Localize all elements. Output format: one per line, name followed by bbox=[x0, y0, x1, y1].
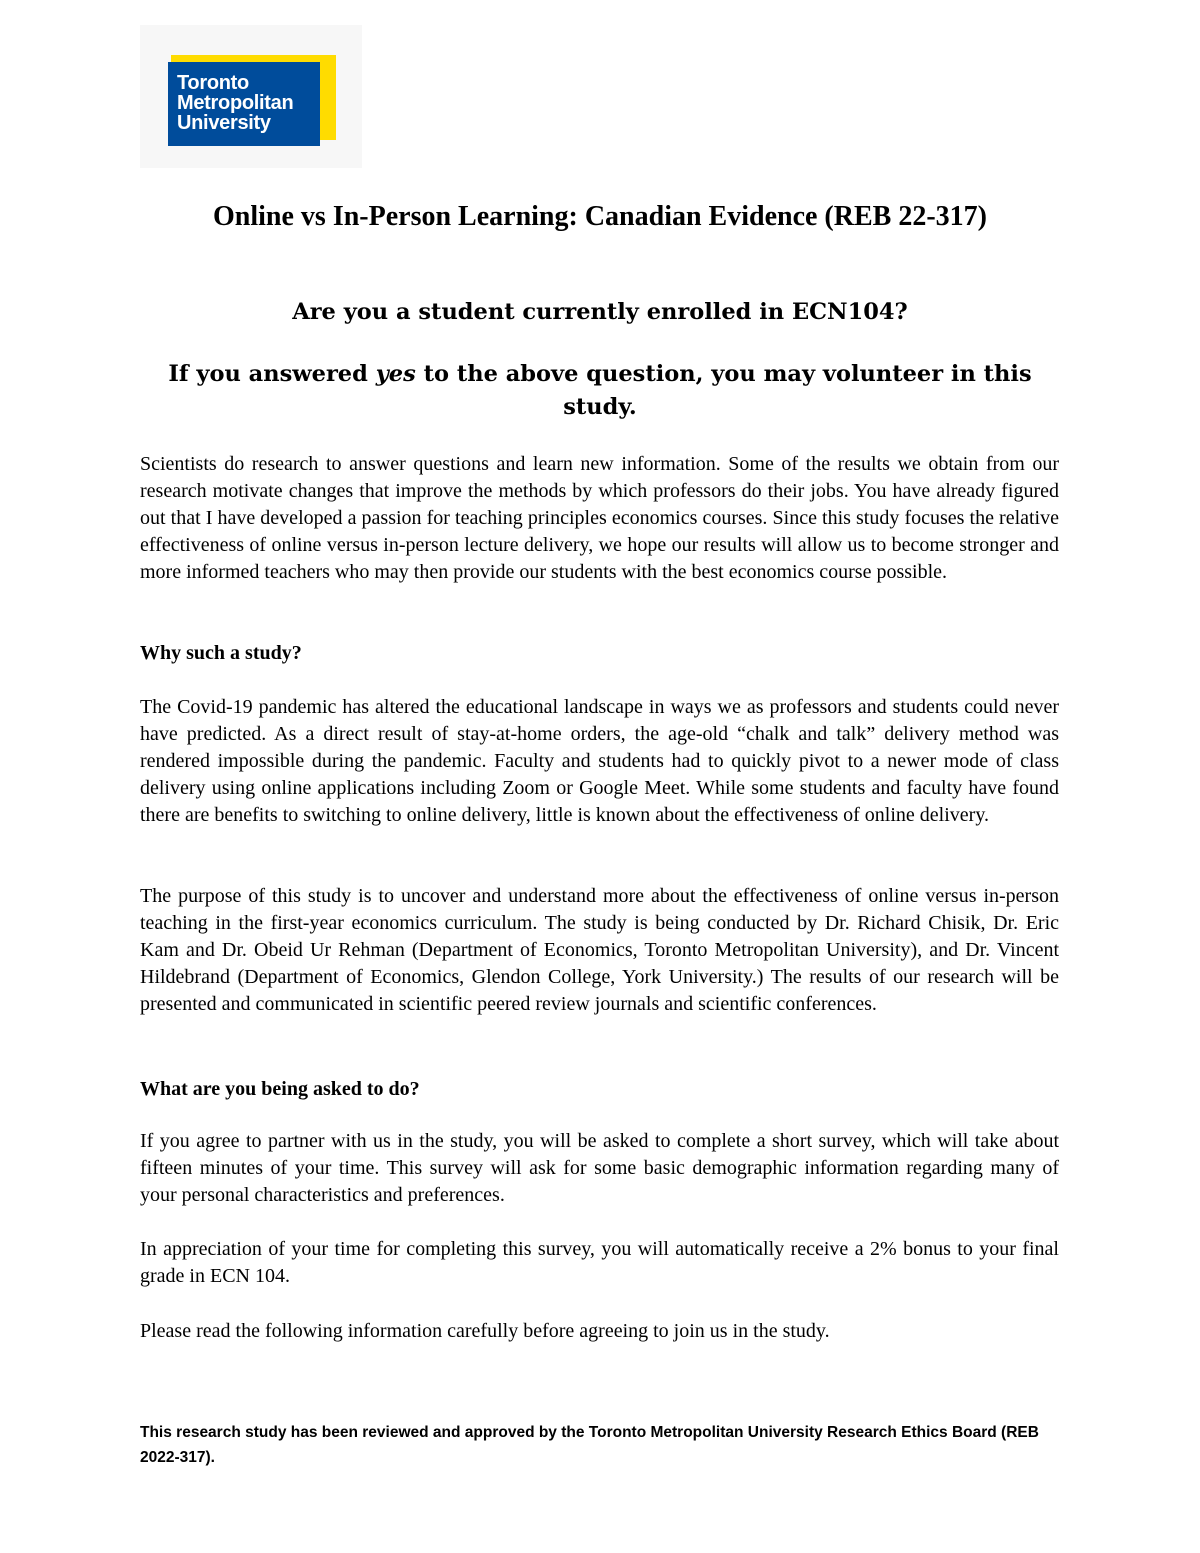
document-title: Online vs In-Person Learning: Canadian Evidence (REB 22-317) bbox=[213, 201, 987, 232]
logo-wordmark bbox=[168, 62, 320, 146]
asked-to-do-heading: What are you being asked to do? bbox=[140, 1078, 420, 1100]
why-study-heading: Why such a study? bbox=[140, 642, 302, 664]
purpose-paragraph: The purpose of this study is to uncover and understand more about the effectiveness of online versus in-person teaching in the first-year economics curriculum. The study is being conducted by Dr. Richard Chisik, Dr. Eric Kam and Dr. Obeid Ur Rehman (Department of Economics, Toronto Metropolitan University), and Dr. Vincent Hildebrand (Department of Economics, Glendon College, York University.) The results of our research will be presented and communicated in scientific peered review journals and scientific conferences. bbox=[140, 885, 1059, 1015]
why-study-paragraph: The Covid-19 pandemic has altered the educational landscape in ways we as professors and students could never have predicted. As a direct result of stay-at-home orders, the age-old “chalk and talk” delivery method was rendered impossible during the pandemic. Faculty and students had to quickly pivot to a newer mode of class delivery using online applications including Zoom or Google Meet. While some students and faculty have found there are benefits to switching to online delivery, little is known about the effectiveness of online delivery. bbox=[140, 696, 1059, 826]
intro-paragraph: Scientists do research to answer questions and learn new information. Some of the results we obtain from our research motivate changes that improve the methods by which professors do their jobs. You have already figured out that I have developed a passion for teaching principles economics courses. Since this study focuses the relative effectiveness of online versus in-person lecture delivery, we hope our results will allow us to become stronger and more informed teachers who may then provide our students with the best economics course possible. bbox=[140, 453, 1059, 583]
logo-line-university: University bbox=[177, 112, 271, 134]
volunteer-invitation bbox=[140, 358, 1060, 424]
volunteer-invitation-emphasis: yes bbox=[375, 361, 416, 387]
ethics-approval-footer: This research study has been reviewed and approved by the Toronto Metropolitan University Research Ethics Board (REB 2022-317). bbox=[140, 1424, 1039, 1466]
volunteer-invitation-end: to the above question, you may volunteer in this study. bbox=[415, 361, 1032, 420]
read-carefully-paragraph: Please read the following information carefully before agreeing to join us in the study. bbox=[140, 1320, 830, 1342]
logo-line-toronto: Toronto bbox=[177, 72, 249, 94]
asked-to-do-paragraph: If you agree to partner with us in the study, you will be asked to complete a short survey, which will take about fifteen minutes of your time. This survey will ask for some basic demographic information regarding many of your personal characteristics and preferences. bbox=[140, 1130, 1059, 1206]
eligibility-question: Are you a student currently enrolled in ECN104? bbox=[292, 299, 908, 325]
bonus-paragraph: In appreciation of your time for completing this survey, you will automatically receive a 2% bonus to your final grade in ECN 104. bbox=[140, 1238, 1059, 1287]
volunteer-invitation-start: If you answered bbox=[168, 361, 376, 387]
logo-line-metropolitan: Metropolitan bbox=[177, 92, 294, 114]
